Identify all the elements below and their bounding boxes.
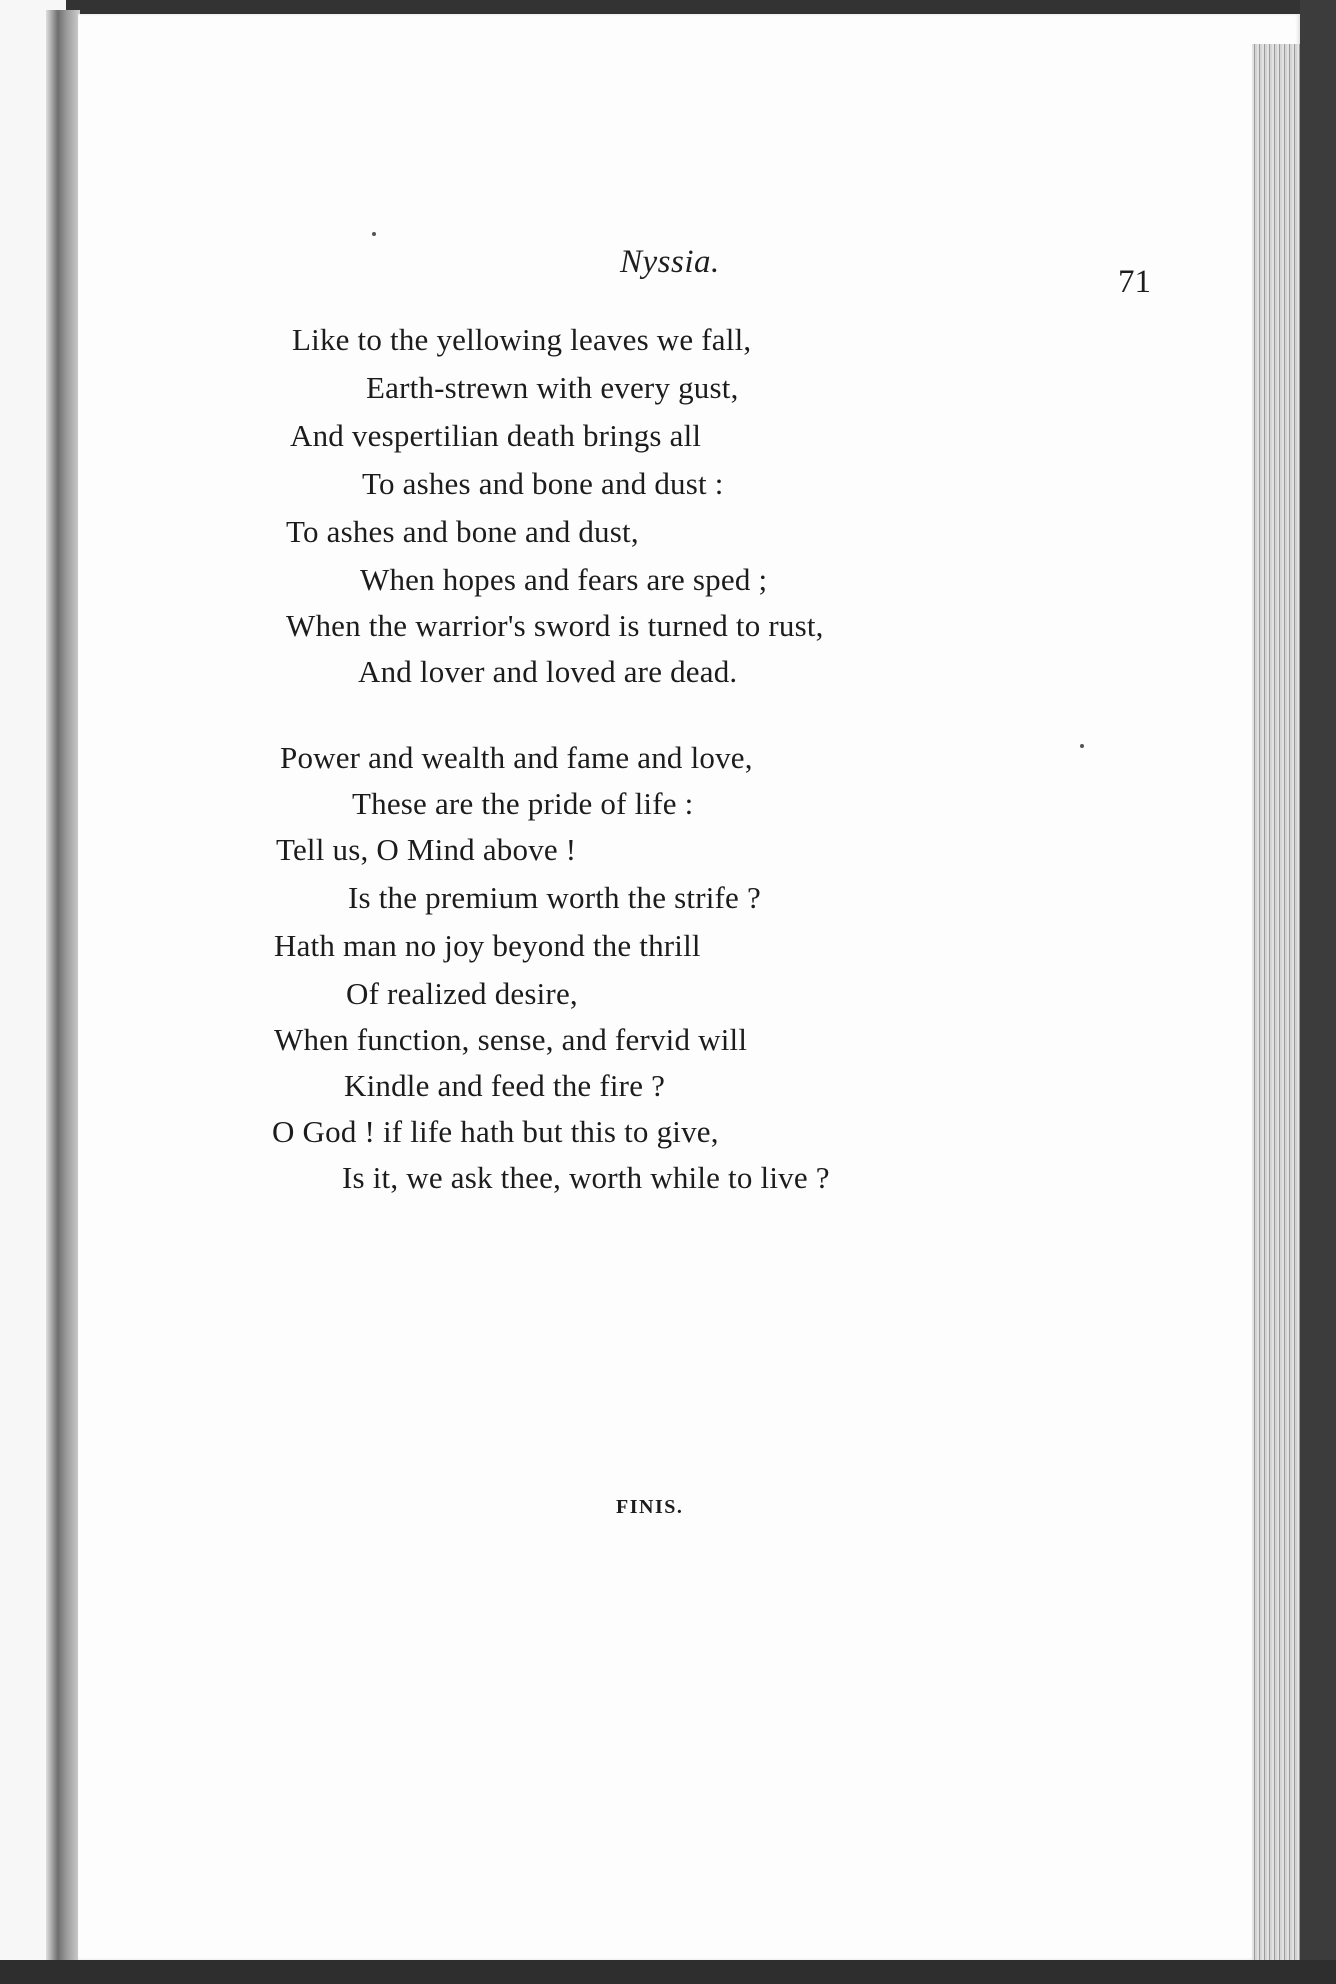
page-number: 71 [1118,264,1151,300]
verse-line: Is the premium worth the strife ? [348,880,761,915]
print-speck [372,232,376,236]
book-page [78,14,1300,1960]
verse-line: To ashes and bone and dust : [362,466,724,501]
scan-bottom-edge [0,1960,1336,1984]
verse-line: And vespertilian death brings all [290,418,702,453]
finis-mark: FINIS. [616,1496,684,1518]
verse-line: Kindle and feed the fire ? [344,1068,666,1103]
book-binding [46,10,80,1960]
verse-line: When function, sense, and fervid will [274,1022,748,1057]
verse-line: O God ! if life hath but this to give, [272,1114,719,1149]
verse-line: Power and wealth and fame and love, [280,740,753,775]
page-stack-edges [1252,44,1300,1960]
verse-line: And lover and loved are dead. [358,654,738,689]
verse-line: Hath man no joy beyond the thrill [274,928,701,963]
verse-line: Is it, we ask thee, worth while to live ? [342,1160,830,1195]
verse-line: Like to the yellowing leaves we fall, [292,322,752,357]
verse-line: To ashes and bone and dust, [286,514,639,549]
verse-line: Tell us, O Mind above ! [276,832,577,867]
verse-line: Earth-strewn with every gust, [366,370,739,405]
verse-line: When the warrior's sword is turned to rust, [286,608,824,643]
scan-right-edge [1300,0,1336,1984]
verse-line: These are the pride of life : [352,786,694,821]
print-speck [1080,744,1084,748]
verse-line: Of realized desire, [346,976,578,1011]
verse-line: When hopes and fears are sped ; [360,562,768,597]
running-head: Nyssia. [620,244,720,280]
